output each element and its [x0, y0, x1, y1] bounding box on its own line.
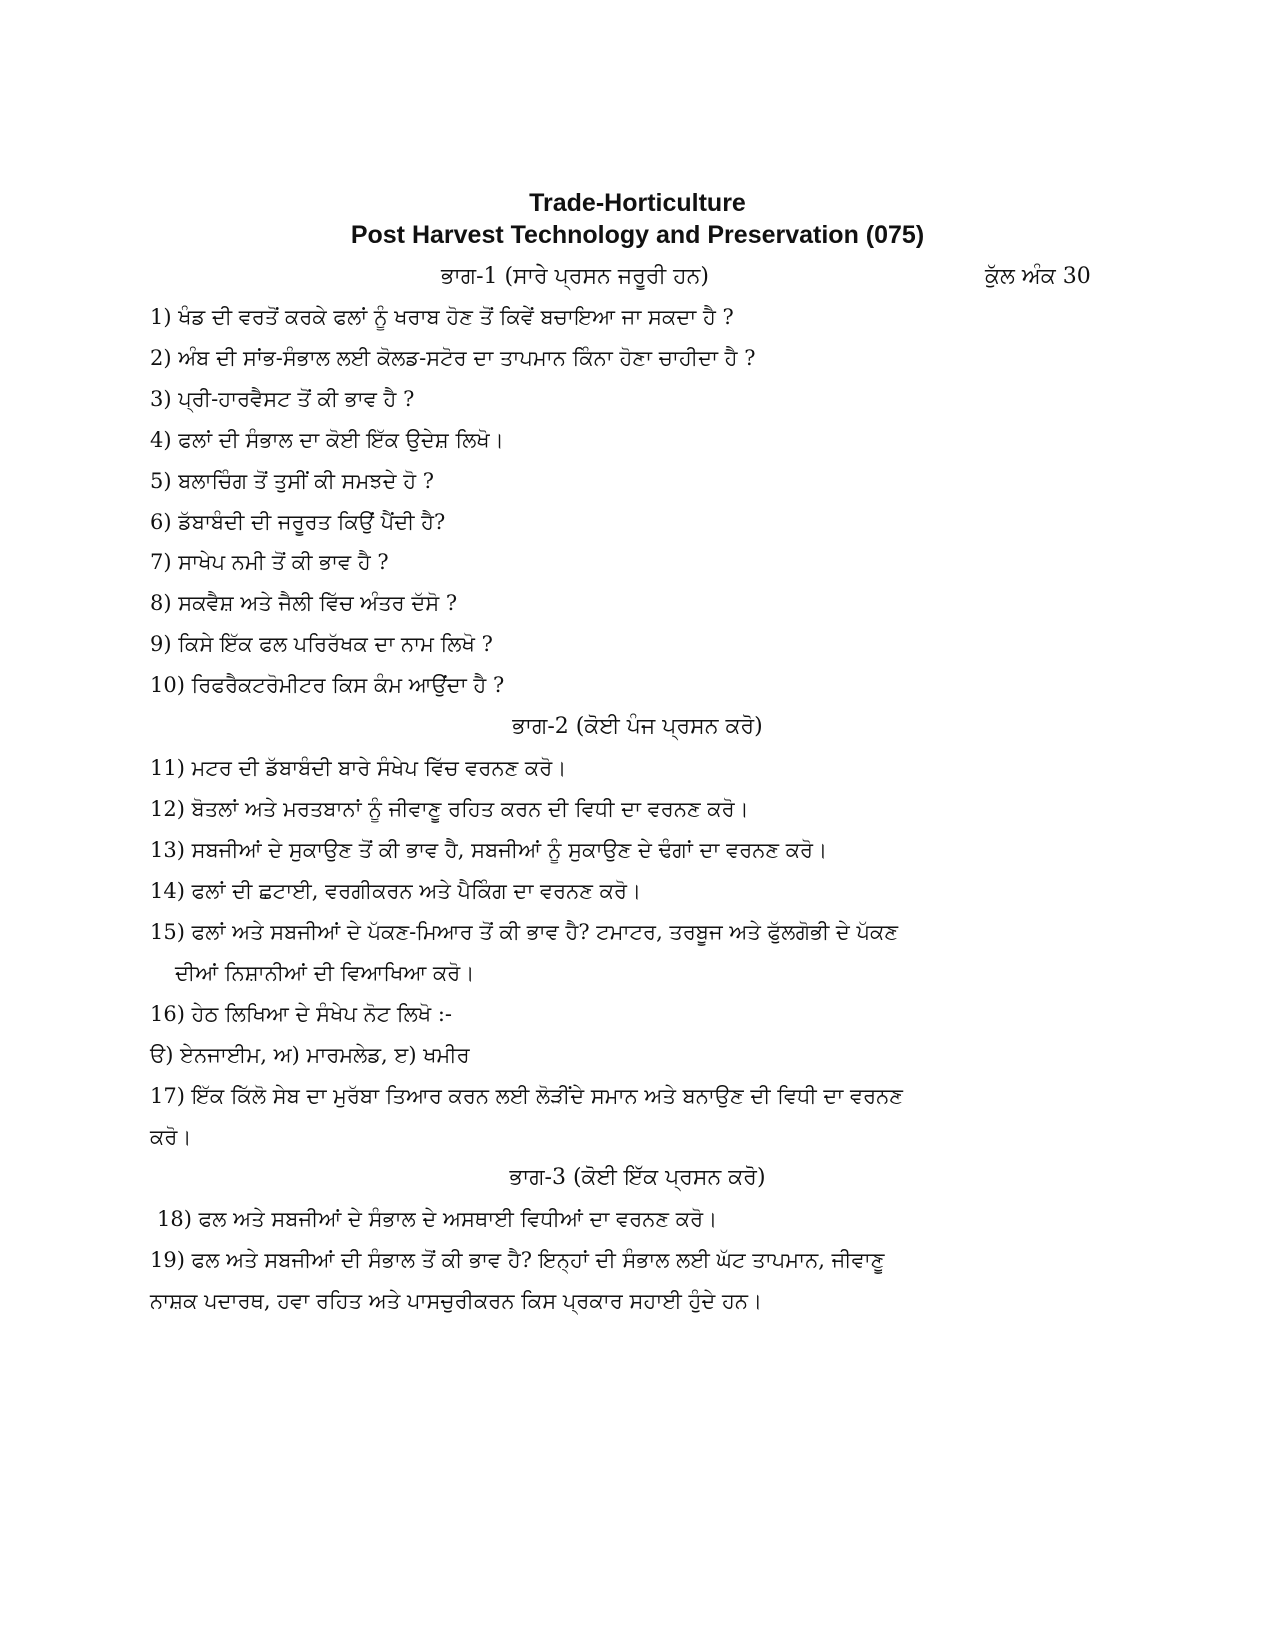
question-15-continued: ਦੀਆਂ ਨਿਸ਼ਾਨੀਆਂ ਦੀ ਵਿਆਖਿਆ ਕਰੋ। — [175, 961, 475, 985]
part2-heading: ਭਾਗ-2 (ਕੋਈ ਪੰਜ ਪ੍ਰਸਨ ਕਰੋ) — [512, 714, 763, 739]
question-18: 18) ਫਲ ਅਤੇ ਸਬਜੀਆਂ ਦੇ ਸੰਭਾਲ ਦੇ ਅਸਥਾਈ ਵਿਧੀਆਂ ਦਾ ਵਰਨਣ ਕਰੋ। — [157, 1207, 718, 1231]
question-9: 9) ਕਿਸੇ ਇੱਕ ਫਲ ਪਰਿਰੱਖਕ ਦਾ ਨਾਮ ਲਿਖੋ ? — [150, 632, 493, 656]
question-16-options: ੳ) ਏਨਜਾਈਮ, ਅ) ਮਾਰਮਲੇਡ, ੲ) ਖਮੀਰ — [150, 1043, 470, 1067]
total-marks: ਕੁੱਲ ਅੰਕ 30 — [985, 264, 1091, 289]
subject-title: Post Harvest Technology and Preservation (075) — [350, 221, 925, 249]
question-16: 16) ਹੇਠ ਲਿਖਿਆ ਦੇ ਸੰਖੇਪ ਨੋਟ ਲਿਖੋ :- — [150, 1002, 452, 1026]
question-15: 15) ਫਲਾਂ ਅਤੇ ਸਬਜੀਆਂ ਦੇ ਪੱਕਣ-ਮਿਆਰ ਤੋਂ ਕੀ ਭਾਵ ਹੈ? ਟਮਾਟਰ, ਤਰਬੂਜ ਅਤੇ ਫੁੱਲਗੋਭੀ ਦੇ ਪੱਕਣ — [150, 920, 899, 944]
question-1: 1) ਖੰਡ ਦੀ ਵਰਤੋਂ ਕਰਕੇ ਫਲਾਂ ਨੂੰ ਖਰਾਬ ਹੋਣ ਤੋਂ ਕਿਵੇਂ ਬਚਾਇਆ ਜਾ ਸਕਦਾ ਹੈ ? — [150, 305, 734, 329]
part1-heading: ਭਾਗ-1 (ਸਾਰੇ ਪ੍ਰਸਨ ਜਰੂਰੀ ਹਨ) — [440, 264, 709, 289]
question-12: 12) ਬੋਤਲਾਂ ਅਤੇ ਮਰਤਬਾਨਾਂ ਨੂੰ ਜੀਵਾਣੂ ਰਹਿਤ ਕਰਨ ਦੀ ਵਿਧੀ ਦਾ ਵਰਨਣ ਕਰੋ। — [150, 797, 749, 821]
question-17: 17) ਇੱਕ ਕਿੱਲੋ ਸੇਬ ਦਾ ਮੁਰੱਬਾ ਤਿਆਰ ਕਰਨ ਲਈ ਲੋੜੀਂਦੇ ਸਮਾਨ ਅਤੇ ਬਨਾਉਣ ਦੀ ਵਿਧੀ ਦਾ ਵਰਨਣ — [150, 1084, 903, 1108]
question-11: 11) ਮਟਰ ਦੀ ਡੱਬਾਬੰਦੀ ਬਾਰੇ ਸੰਖੇਪ ਵਿੱਚ ਵਰਨਣ ਕਰੋ। — [150, 756, 567, 780]
question-10: 10) ਰਿਫਰੈਕਟਰੋਮੀਟਰ ਕਿਸ ਕੰਮ ਆਉਂਦਾ ਹੈ ? — [150, 673, 505, 697]
part3-heading: ਭਾਗ-3 (ਕੋਈ ਇੱਕ ਪ੍ਰਸਨ ਕਰੋ) — [509, 1165, 766, 1190]
question-7: 7) ਸਾਖੇਪ ਨਮੀ ਤੋਂ ਕੀ ਭਾਵ ਹੈ ? — [150, 550, 389, 574]
trade-title: Trade-Horticulture — [529, 189, 746, 217]
question-6: 6) ਡੱਬਾਬੰਦੀ ਦੀ ਜਰੂਰਤ ਕਿਉਂ ਪੈਂਦੀ ਹੈ? — [150, 510, 446, 534]
question-8: 8) ਸਕਵੈਸ਼ ਅਤੇ ਜੈਲੀ ਵਿੱਚ ਅੰਤਰ ਦੱਸੋ ? — [150, 591, 458, 615]
question-13: 13) ਸਬਜੀਆਂ ਦੇ ਸੁਕਾਉਣ ਤੋਂ ਕੀ ਭਾਵ ਹੈ, ਸਬਜੀਆਂ ਨੂੰ ਸੁਕਾਉਣ ਦੇ ਢੰਗਾਂ ਦਾ ਵਰਨਣ ਕਰੋ। — [150, 838, 828, 862]
question-5: 5) ਬਲਾਚਿੰਗ ਤੋਂ ਤੁਸੀਂ ਕੀ ਸਮਝਦੇ ਹੋ ? — [150, 469, 435, 493]
question-14: 14) ਫਲਾਂ ਦੀ ਛਟਾਈ, ਵਰਗੀਕਰਨ ਅਤੇ ਪੈਕਿੰਗ ਦਾ ਵਰਨਣ ਕਰੋ। — [150, 879, 642, 903]
question-4: 4) ਫਲਾਂ ਦੀ ਸੰਭਾਲ ਦਾ ਕੋਈ ਇੱਕ ਉਦੇਸ਼ ਲਿਖੋ। — [150, 428, 504, 452]
question-17-continued: ਕਰੋ। — [150, 1125, 192, 1149]
question-19-continued: ਨਾਸ਼ਕ ਪਦਾਰਥ, ਹਵਾ ਰਹਿਤ ਅਤੇ ਪਾਸਚੁਰੀਕਰਨ ਕਿਸ ਪ੍ਰਕਾਰ ਸਹਾਈ ਹੁੰਦੇ ਹਨ। — [150, 1289, 763, 1313]
question-3: 3) ਪ੍ਰੀ-ਹਾਰਵੈਸਟ ਤੋਂ ਕੀ ਭਾਵ ਹੈ ? — [150, 387, 415, 411]
question-19: 19) ਫਲ ਅਤੇ ਸਬਜੀਆਂ ਦੀ ਸੰਭਾਲ ਤੋਂ ਕੀ ਭਾਵ ਹੈ? ਇਨ੍ਹਾਂ ਦੀ ਸੰਭਾਲ ਲਈ ਘੱਟ ਤਾਪਮਾਨ, ਜੀਵਾਣੂ — [150, 1248, 885, 1272]
question-2: 2) ਅੰਬ ਦੀ ਸਾਂਭ-ਸੰਭਾਲ ਲਈ ਕੋਲਡ-ਸਟੋਰ ਦਾ ਤਾਪਮਾਨ ਕਿੰਨਾ ਹੋਣਾ ਚਾਹੀਦਾ ਹੈ ? — [150, 346, 756, 370]
